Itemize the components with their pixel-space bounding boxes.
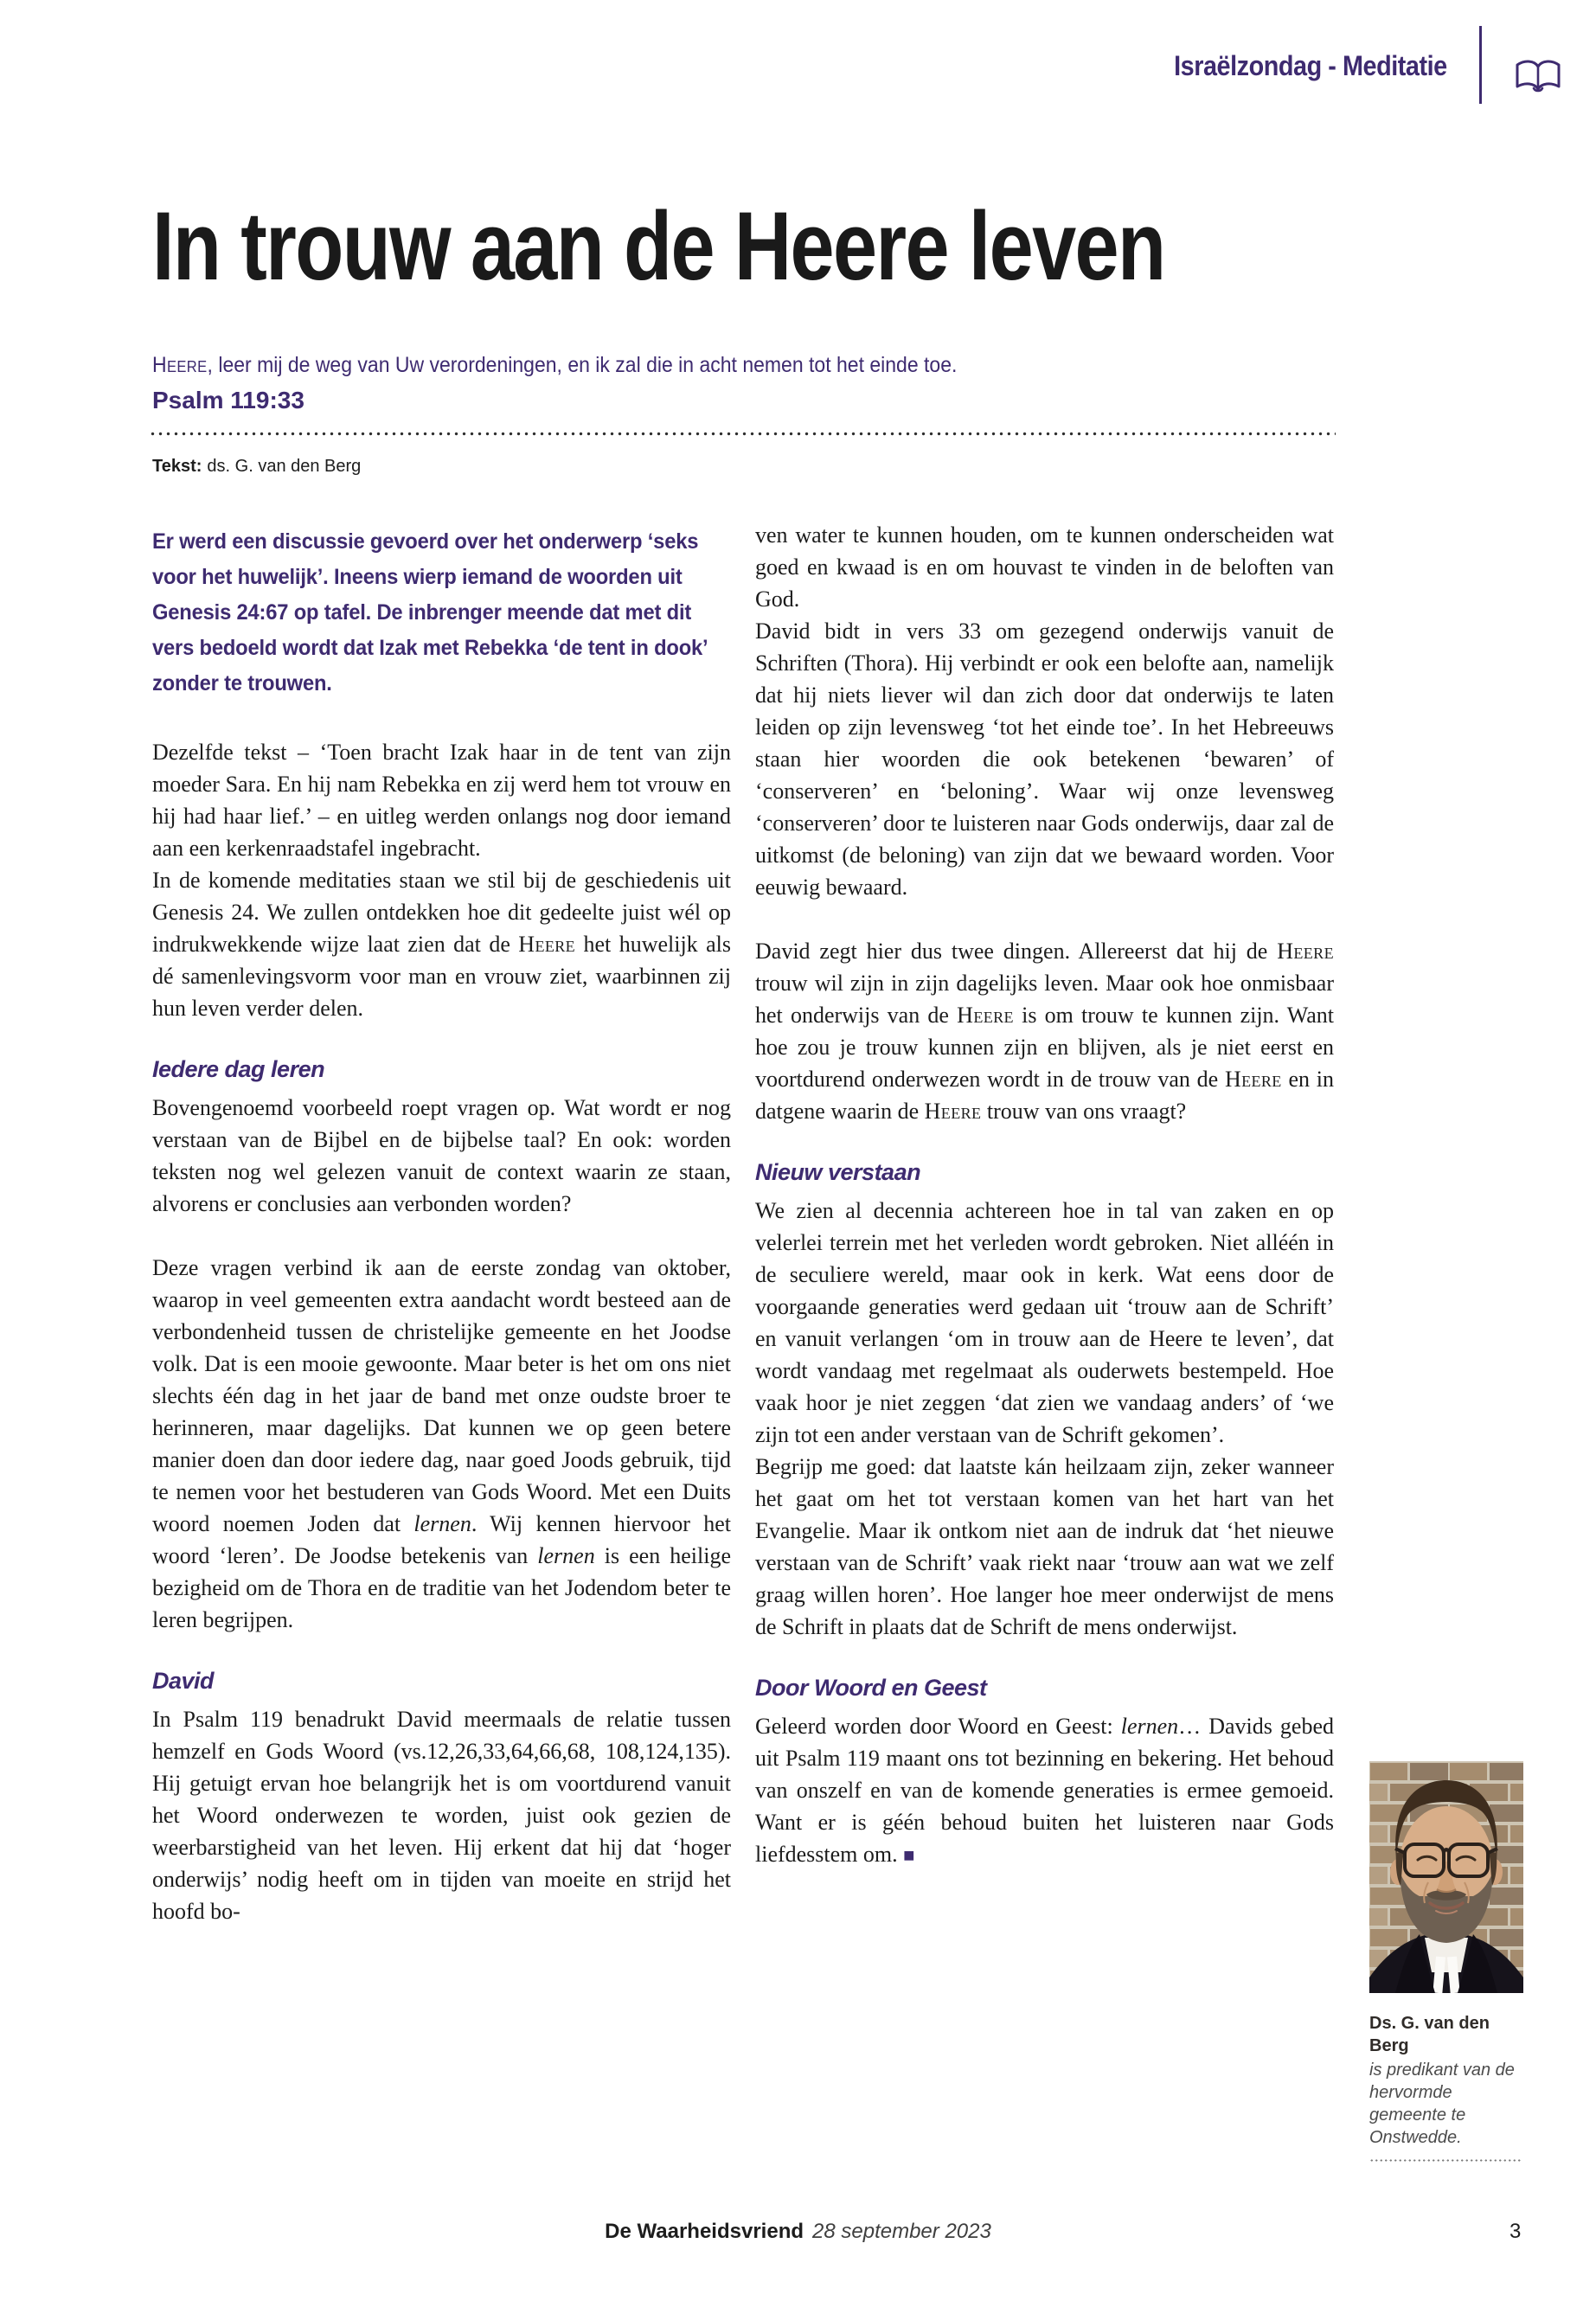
magazine-name: De Waarheidsvriend bbox=[605, 2220, 804, 2243]
paragraph: In Psalm 119 benadrukt David meermaals de relatie tussen hemzelf en Gods Woord (vs.12,26,33,64,66,68, 108,124,135). Hij getuigt ervan hoe belangrijk het is om voortdurend vanuit het Woord onderwezen te worden, juist ook gezien de weerbarstigheid van het leven. Hij erkent dat hij dat ‘hoger onderwijs’ nodig heeft om in tijden van moeite en strijd het hoofd bo- bbox=[152, 1707, 731, 1924]
paragraph: We zien al decennia achtereen hoe in tal van zaken en op velerlei terrein met het verleden wordt gebroken. Niet alléén in de seculiere wereld, maar ook in kerk. Wat eens door de voorgaande generaties werd gedaan uit ‘trouw aan de Schrift’ en vanuit verlangen ‘om in trouw aan de Heere te leven’, dat wordt vandaag met regelmaat als ouderwets bestempeld. Hoe vaak hoor je niet zeggen ‘dat zien we vandaag anders’ of ‘we zijn tot een ander verstaan van de Schrift gekomen’. bbox=[755, 1198, 1334, 1447]
paragraph: Deze vragen verbind ik aan de eerste zondag van oktober, waarop in veel gemeenten extra aandacht wordt besteed aan de verbondenheid tussen de christelijke gemeente en het Joodse volk. Dat is een mooie gewoonte. Maar beter is het om ons niet slechts één dag in het jaar de band met onze oudste broer te herinneren, maar dagelijks. Dat kunnen we op geen betere manier doen dan door iedere dag, naar goed Joods gebruik, tijd te nemen voor het bestuderen van Gods Woord. Met een Duits woord noemen Joden dat lernen. Wij kennen hiervoor het woord ‘leren’. De Joodse betekenis van lernen is een heilige bezigheid om de Thora en de traditie van het Jodendom beter te leren begrijpen. bbox=[152, 1255, 731, 1632]
subheading-door-woord-en-geest: Door Woord en Geest bbox=[755, 1675, 987, 1701]
author-photo bbox=[1369, 1761, 1523, 1993]
column-left bbox=[152, 519, 731, 1927]
author-sidebar bbox=[1369, 1761, 1523, 2162]
subheading-nieuw-verstaan: Nieuw verstaan bbox=[755, 1159, 921, 1185]
subheading-david: David bbox=[152, 1668, 215, 1694]
paragraph: Geleerd worden door Woord en Geest: lernen… Davids gebed uit Psalm 119 maant ons tot bezinning en bekering. Het behoud van onszelf en van de komende generaties is ermee gemoeid. Want er is géén behoud buiten het luisteren naar Gods liefdesstem om. ■ bbox=[755, 1714, 1334, 1867]
header-divider bbox=[1479, 26, 1482, 104]
subheading-iedere-dag-leren: Iedere dag leren bbox=[152, 1056, 325, 1082]
page-footer bbox=[0, 2220, 1596, 2244]
verse-reference: Psalm 119:33 bbox=[152, 387, 304, 413]
byline-label: Tekst: bbox=[152, 457, 202, 476]
paragraph: David zegt hier dus twee dingen. Allereerst dat hij de Heere trouw wil zijn in zijn dagelijks leven. Maar ook hoe onmisbaar het onderwijs van de Heere is om trouw te kunnen zijn. Want hoe zou je trouw kunnen zijn en blijven, als je niet eerst en voortdurend onderwezen wordt in de trouw van de Heere en in datgene waarin de Heere trouw van ons vraagt? bbox=[755, 939, 1335, 1124]
byline-author: ds. G. van den Berg bbox=[207, 457, 362, 476]
author-role: is predikant van de hervormde gemeente te Onstwedde. bbox=[1369, 2061, 1515, 2147]
byline bbox=[152, 457, 361, 477]
column-right bbox=[755, 519, 1334, 1871]
issue-date: 28 september 2023 bbox=[812, 2220, 991, 2243]
author-name: Ds. G. van den Berg bbox=[1369, 2014, 1490, 2055]
paragraph: Bovengenoemd voorbeeld roept vragen op. Wat wordt er nog verstaan van de Bijbel en de bijbelse taal? En ook: worden teksten nog wel gelezen vanuit de context waarin ze staan, alvorens er conclusies aan verbonden worden? bbox=[152, 1095, 731, 1216]
footer-issue-info bbox=[0, 2220, 1596, 2244]
open-book-icon bbox=[1514, 57, 1562, 97]
article-body bbox=[152, 519, 1334, 1927]
caption-dotted-rule bbox=[1369, 2159, 1521, 2162]
paragraph: In de komende meditaties staan we stil bij de geschiedenis uit Genesis 24. We zullen ontdekken hoe dit gedeelte juist wél op indrukwekkende wijze laat zien dat de Heere het huwelijk als dé samenlevingsvorm voor man en vrouw ziet, waarbinnen zij hun leven verder delen. bbox=[152, 868, 731, 1021]
paragraph: Begrijp me goed: dat laatste kán heilzaam zijn, zeker wanneer het gaat om het tot verstaan komen van het hart van het Evangelie. Maar ik ontkom niet aan de indruk dat ‘het nieuwe verstaan van de Schrift’ vaak riekt naar ‘trouw aan wat we zelf graag willen horen’. Hoe langer hoe meer onderwijst de mens de Schrift in plaats dat de Schrift de mens onderwijst. bbox=[755, 1454, 1334, 1639]
article-intro: Er werd een discussie gevoerd over het onderwerp ‘seks voor het huwelijk’. Ineens wierp iemand de woorden uit Genesis 24:67 op tafel. De inbrenger meende dat met dit vers bedoeld wordt dat Izak met Rebekka ‘de tent in dook’ zonder te trouwen. bbox=[152, 529, 708, 695]
article-title: In trouw aan de Heere leven bbox=[152, 192, 1165, 300]
dotted-rule bbox=[149, 432, 1336, 436]
section-label: Israëlzondag - Meditatie bbox=[1174, 50, 1447, 81]
page-number: 3 bbox=[1509, 2220, 1522, 2243]
paragraph: Dezelfde tekst – ‘Toen bracht Izak haar in de tent van zijn moeder Sara. En hij nam Rebekka en zij werd hem tot vrouw en hij had haar lief.’ – en uitleg werden onlangs nog door iemand aan een kerkenraadstafel ingebracht. bbox=[152, 740, 731, 861]
paragraph: David bidt in vers 33 om gezegend onderwijs vanuit de Schriften (Thora). Hij verbindt er ook een belofte aan, namelijk dat hij niets liever wil dan zich door dat onderwijs te laten leiden op zijn levensweg ‘tot het einde toe’. In het Hebreeuws staan hier woorden die ook betekenen ‘bewaren’ of ‘conserveren’ en ‘beloning’. Waar wij onze levensweg ‘conserveren’ door te luisteren naar Gods onderwijs, daar zal de uitkomst (de beloning) van zijn dat we bewaard worden. Voor eeuwig bewaard. bbox=[755, 619, 1334, 900]
paragraph: ven water te kunnen houden, om te kunnen onderscheiden wat goed en kwaad is en om houvast te vinden in de beloften van God. bbox=[755, 522, 1334, 612]
verse-quote: Heere, leer mij de weg van Uw verordeningen, en ik zal die in acht nemen tot het einde toe. bbox=[152, 353, 958, 377]
